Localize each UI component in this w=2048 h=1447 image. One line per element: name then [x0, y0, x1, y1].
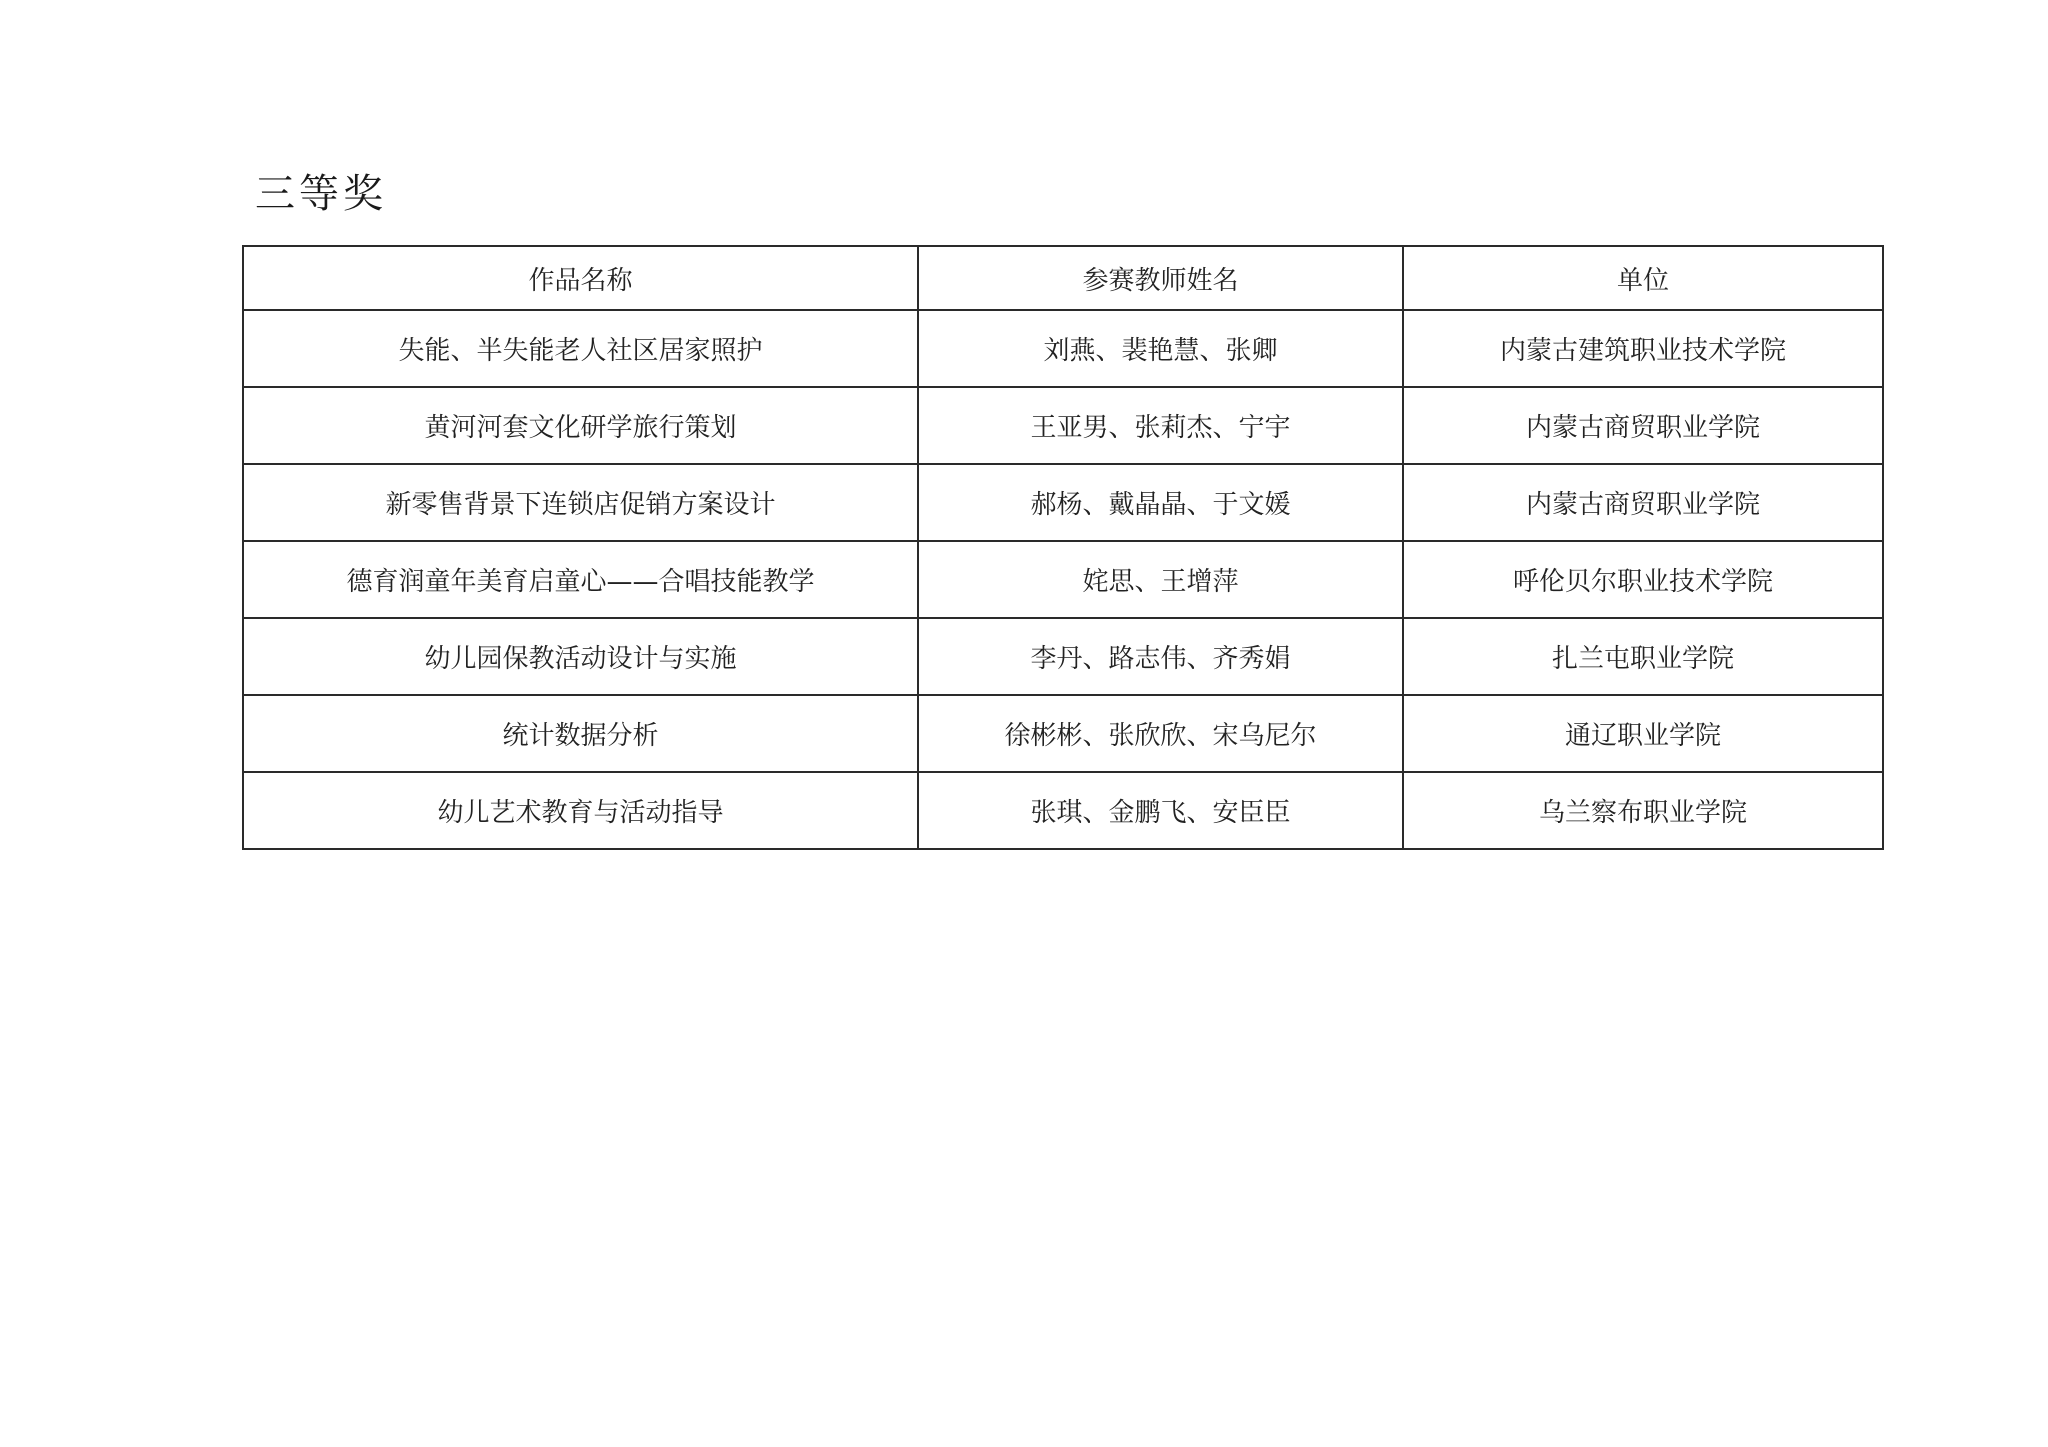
cell-work-name: 失能、半失能老人社区居家照护 [243, 310, 918, 387]
cell-work-name: 幼儿园保教活动设计与实施 [243, 618, 918, 695]
header-work-name: 作品名称 [243, 246, 918, 310]
table-row [243, 464, 1883, 541]
cell-teacher-names: 张琪、金鹏飞、安臣臣 [918, 772, 1403, 849]
table-row [243, 618, 1883, 695]
header-teacher-names: 参赛教师姓名 [918, 246, 1403, 310]
cell-work-name: 德育润童年美育启童心——合唱技能教学 [243, 541, 918, 618]
page-title: 三等奖 [255, 171, 387, 217]
header-unit: 单位 [1403, 246, 1883, 310]
cell-unit: 乌兰察布职业学院 [1403, 772, 1883, 849]
cell-work-name: 统计数据分析 [243, 695, 918, 772]
cell-teacher-names: 刘燕、裴艳慧、张卿 [918, 310, 1403, 387]
table-row [243, 387, 1883, 464]
cell-teacher-names: 姹思、王增萍 [918, 541, 1403, 618]
table-row [243, 695, 1883, 772]
cell-teacher-names: 李丹、路志伟、齐秀娟 [918, 618, 1403, 695]
table-row [243, 541, 1883, 618]
cell-unit: 呼伦贝尔职业技术学院 [1403, 541, 1883, 618]
cell-unit: 内蒙古商贸职业学院 [1403, 464, 1883, 541]
table-row [243, 310, 1883, 387]
cell-unit: 扎兰屯职业学院 [1403, 618, 1883, 695]
cell-unit: 通辽职业学院 [1403, 695, 1883, 772]
cell-teacher-names: 王亚男、张莉杰、宁宇 [918, 387, 1403, 464]
cell-work-name: 新零售背景下连锁店促销方案设计 [243, 464, 918, 541]
cell-teacher-names: 郝杨、戴晶晶、于文媛 [918, 464, 1403, 541]
award-table [242, 245, 1884, 850]
cell-unit: 内蒙古建筑职业技术学院 [1403, 310, 1883, 387]
table-row [243, 772, 1883, 849]
cell-work-name: 幼儿艺术教育与活动指导 [243, 772, 918, 849]
cell-unit: 内蒙古商贸职业学院 [1403, 387, 1883, 464]
cell-teacher-names: 徐彬彬、张欣欣、宋乌尼尔 [918, 695, 1403, 772]
cell-work-name: 黄河河套文化研学旅行策划 [243, 387, 918, 464]
table-header-row [243, 246, 1883, 310]
